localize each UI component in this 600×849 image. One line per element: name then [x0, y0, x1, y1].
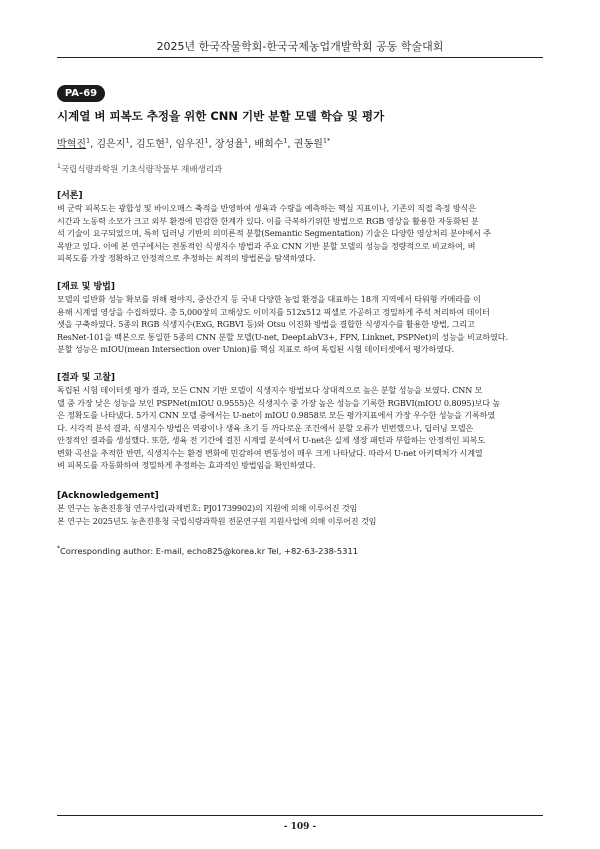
corresponding-text: Corresponding author: E-mail, echo825@korea.kr Tel, +82-63-238-5311: [60, 545, 359, 556]
section-heading: [서론]: [57, 191, 83, 201]
author-item: [214, 136, 255, 150]
paper-title: 시계열 벼 피복도 추정을 위한 CNN 기반 분할 모델 학습 및 평가: [57, 109, 385, 123]
body-line: 용해 시계열 영상을 수집하였다. 총 5,000장의 고해상도 이미지를 512x512 픽셀로 가공하고 정밀하게 주석 처리하여 데이터: [57, 306, 490, 317]
section-body: [57, 502, 543, 527]
section-body: [57, 202, 543, 265]
section-body: [57, 293, 543, 356]
author-separator: ,: [208, 139, 215, 150]
author-item: [175, 136, 215, 150]
body-line: 피복도를 가장 정확하고 안정적으로 추정하는 최적의 방법론을 탐색하였다.: [57, 253, 316, 263]
body-line: 다. 시각적 분석 결과, 식생지수 방법은 역광이나 생육 초기 등 까다로운 조건에서 분할 오류가 빈번했으나, 딥러닝 모델은: [57, 422, 474, 433]
author-name: 박혁진: [57, 139, 86, 150]
body-line: 변화 곡선을 추적한 반면, 식생지수는 환경 변화에 민감하여 변동성이 매우 크게 나타났다. 따라서 U-net 아키텍처가 시계열: [57, 447, 483, 458]
affiliation-text: 국립식량과학원 기초식량작물부 재배생리과: [60, 165, 223, 175]
body-line: 은 정확도를 나타냈다. 5가지 CNN 모델 중에서는 U-net이 mIOU 0.9858로 모든 평가지표에서 가장 우수한 성능을 기록하였: [57, 410, 496, 420]
body-line: 시간과 노동력 소모가 크고 외부 환경에 민감한 한계가 있다. 이를 극복하기위한 방법으로 RGB 영상을 활용한 자동화된 분: [57, 215, 479, 226]
corresponding-mark: *: [57, 545, 60, 552]
author-affiliation-mark: 1: [243, 136, 249, 145]
author-name: 권동원: [293, 139, 323, 150]
conference-header: 2025년 한국작물학회-한국국제농업개발학회 공동 학술대회: [156, 40, 444, 53]
body-line: 모델의 일반화 성능 확보를 위해 평야지, 중산간지 등 국내 다양한 농업 환경을 대표하는 18개 지역에서 타워형 카메라를 이: [57, 294, 481, 304]
section-results-discussion: [57, 372, 543, 472]
section-acknowledgement: [57, 490, 543, 527]
affiliation: [57, 163, 543, 175]
body-line: 목받고 있다. 이에 본 연구에서는 전통적인 식생지수 방법과 주요 CNN 기반 분할 모델의 성능을 정량적으로 비교하여, 벼: [57, 240, 476, 251]
section-materials-methods: [57, 281, 543, 356]
body-line: ResNet-101을 백본으로 통일한 5종의 CNN 분할 모델(U-net, DeepLabV3+, FPN, Linknet, PSPNet)의 성능을 비교하였다.: [57, 331, 508, 342]
affiliation-mark: 1: [57, 163, 61, 171]
section-body: [57, 384, 543, 472]
body-line: 안정적인 결과를 생성했다. 또한, 생육 전 기간에 걸친 시계열 분석에서 U-net은 실제 생장 패턴과 부합하는 안정적인 피복도: [57, 435, 486, 445]
author-separator: ,: [90, 139, 97, 150]
author-affiliation-mark: 1: [283, 136, 288, 145]
body-line: 벼 피복도를 자동화하여 정밀하게 추정하는 효과적인 방법임을 확인하였다.: [57, 460, 316, 470]
author-affiliation-mark: 1: [164, 136, 170, 145]
author-list: [57, 135, 543, 150]
author-affiliation-mark: 1: [125, 136, 130, 145]
corresponding-author-note: [57, 545, 543, 556]
author-name: 임우진: [175, 139, 205, 150]
section-introduction: [57, 190, 543, 265]
body-line: 본 연구는 농촌진흥청 연구사업(과제번호: PJ01739902)의 지원에 의해 이루어진 것임: [57, 503, 358, 513]
author-item: [96, 136, 136, 150]
author-affiliation-mark: 1: [204, 136, 209, 145]
author-name: 김은지: [96, 139, 126, 150]
section-heading: [결과 및 고찰]: [57, 373, 115, 383]
body-line: 독립된 시험 데이터셋 평가 결과, 모든 CNN 기반 모델이 식생지수 방법보다 상대적으로 높은 분할 성능을 보였다. CNN 모: [57, 385, 483, 395]
author-separator: ,: [287, 139, 294, 150]
author-name: 장성율: [214, 139, 244, 150]
author-name: 김도현: [135, 139, 165, 150]
body-line: 셋을 구축하였다. 5종의 RGB 식생지수(ExG, RGBVI 등)와 Otsu 이진화 방법을 결합한 식생지수를 활용한 방법, 그리고: [57, 319, 475, 329]
author-item: [254, 136, 294, 150]
body-line: 델 중 가장 낮은 성능을 보인 PSPNet(mIOU 0.9555)은 식생지수 중 가장 높은 성능을 기록한 RGBVI(mIOU 0.8095)보다 높: [57, 397, 501, 408]
author-item: [57, 136, 97, 150]
body-line: 석 기술이 요구되었으며, 특히 딥러닝 기반의 의미론적 분할(Semantic Segmentation) 기술은 다양한 영상처리 분야에서 주: [57, 228, 491, 238]
author-separator: ,: [248, 139, 255, 150]
author-affiliation-mark: 1: [85, 136, 91, 145]
author-separator: ,: [169, 139, 176, 150]
page-number: - 109 -: [283, 822, 317, 832]
body-line: 벼 군락 피복도는 광합성 및 바이오매스 축적을 반영하여 생육과 수량을 예측하는 핵심 지표이나, 기존의 직접 측정 방식은: [57, 203, 476, 213]
section-heading: [재료 및 방법]: [57, 282, 115, 292]
header-divider: [57, 57, 543, 58]
author-affiliation-mark: 1*: [322, 136, 331, 145]
author-name: 배희수: [254, 139, 284, 150]
body-line: 본 연구는 2025년도 농촌진흥청 국립식량과학원 전문연구원 지원사업에 의해 이루어진 것임: [57, 515, 377, 526]
author-item: [135, 136, 176, 150]
footer-divider: [57, 815, 543, 816]
author-separator: ,: [129, 139, 136, 150]
abstract-id-badge: PA-69: [57, 85, 105, 102]
author-item: [293, 136, 331, 150]
body-line: 분할 성능은 mIOU(mean Intersection over Union)를 핵심 지표로 하여 독립된 시험 데이터셋에서 평가하였다.: [57, 344, 455, 354]
section-heading: [Acknowledgement]: [57, 491, 159, 501]
